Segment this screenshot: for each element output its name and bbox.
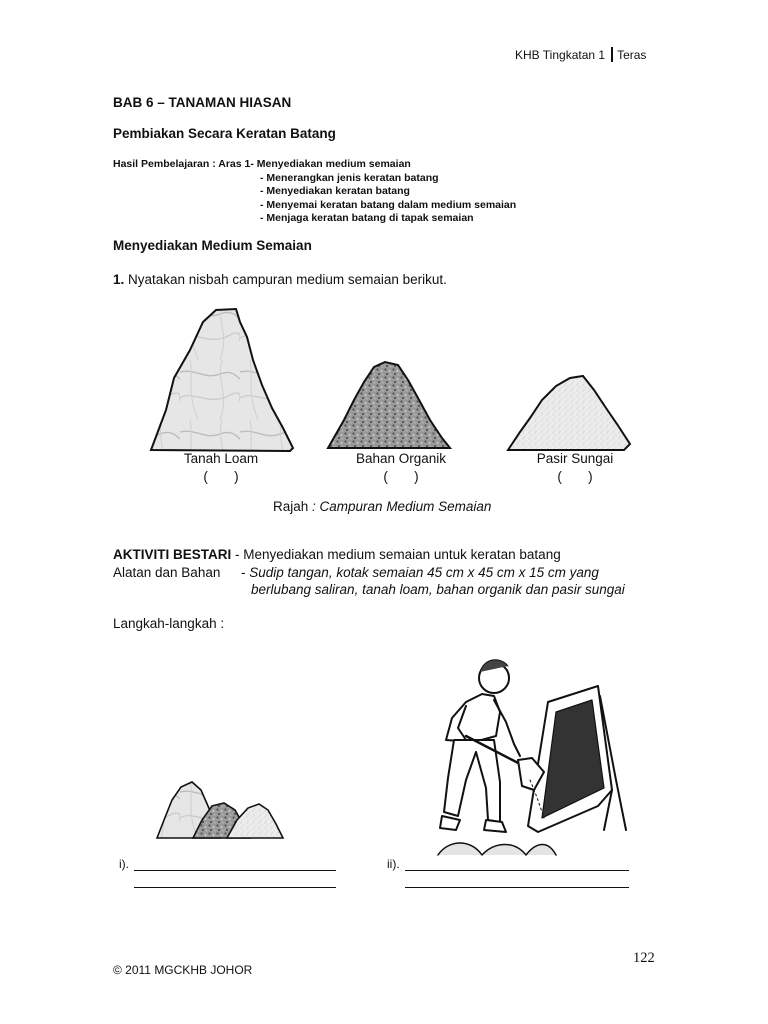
tools-label: Alatan dan Bahan [113, 565, 221, 580]
learning-outcomes [113, 158, 517, 226]
tools-text-1: Sudip tangan, kotak semaian 45 cm x 45 cm x 15 cm yang [249, 565, 599, 580]
tanah-loam-label: Tanah Loam [183, 451, 259, 466]
answer-i-line-2[interactable] [134, 887, 336, 888]
answer-i-label: i). [119, 857, 129, 871]
section-title: Menyediakan Medium Semaian [113, 238, 312, 253]
figure-prefix: Rajah [273, 499, 313, 514]
question-number: 1. [113, 272, 125, 287]
page-number: 122 [633, 950, 655, 966]
answer-ii-label: ii). [387, 857, 400, 871]
small-mounds-icon [157, 782, 283, 838]
steps-label: Langkah-langkah : [113, 616, 225, 631]
pasir-sungai-mound [508, 376, 630, 450]
outcome-item: - Menyemai keratan batang dalam medium semaian [260, 198, 517, 211]
outcome-item: - Menyediakan keratan batang [260, 185, 410, 197]
activity-text: - Menyediakan medium semaian untuk keratan batang [231, 547, 561, 562]
bahan-organik-mound [328, 362, 450, 448]
pasir-sungai-label: Pasir Sungai [536, 451, 614, 466]
subtitle: Pembiakan Secara Keratan Batang [113, 126, 336, 141]
answer-ii-line-1[interactable] [405, 870, 629, 871]
activity-title: AKTIVITI BESTARI [113, 547, 232, 562]
outcome-item: - Menjaga keratan batang di tapak semaian [260, 212, 474, 224]
tools-line-1 [113, 565, 599, 580]
answer-i-line-1[interactable] [134, 870, 336, 871]
question-text: Nyatakan nisbah campuran medium semaian berikut. [124, 272, 447, 287]
tanah-loam-blank: ( ) [203, 469, 239, 484]
footer-copyright: © 2011 MGCKHB JOHOR [113, 963, 253, 977]
tanah-loam-mound [151, 309, 293, 451]
bahan-organik-blank: ( ) [383, 469, 419, 484]
question-1 [113, 272, 447, 287]
sieving-illustration-icon [438, 660, 626, 855]
page-header [515, 47, 646, 62]
outcomes-label: Hasil Pembelajaran : Aras 1- Menyediakan medium semaian [113, 158, 411, 170]
outcome-item: - Menerangkan jenis keratan batang [260, 171, 439, 184]
pasir-sungai-blank: ( ) [557, 469, 593, 484]
chapter-title: BAB 6 – TANAMAN HIASAN [113, 95, 292, 110]
activity-heading [113, 547, 561, 562]
figure-caption [273, 499, 491, 514]
tools-separator: - [241, 565, 250, 580]
figure-title: : Campuran Medium Semaian [312, 499, 492, 514]
header-divider [611, 47, 613, 62]
course-name: KHB Tingkatan 1 [515, 48, 606, 62]
tools-text-2: berlubang saliran, tanah loam, bahan organik dan pasir sungai [251, 582, 625, 597]
answer-ii-line-2[interactable] [405, 887, 629, 888]
section-name: Teras [617, 48, 647, 62]
bahan-organik-label: Bahan Organik [355, 451, 447, 466]
